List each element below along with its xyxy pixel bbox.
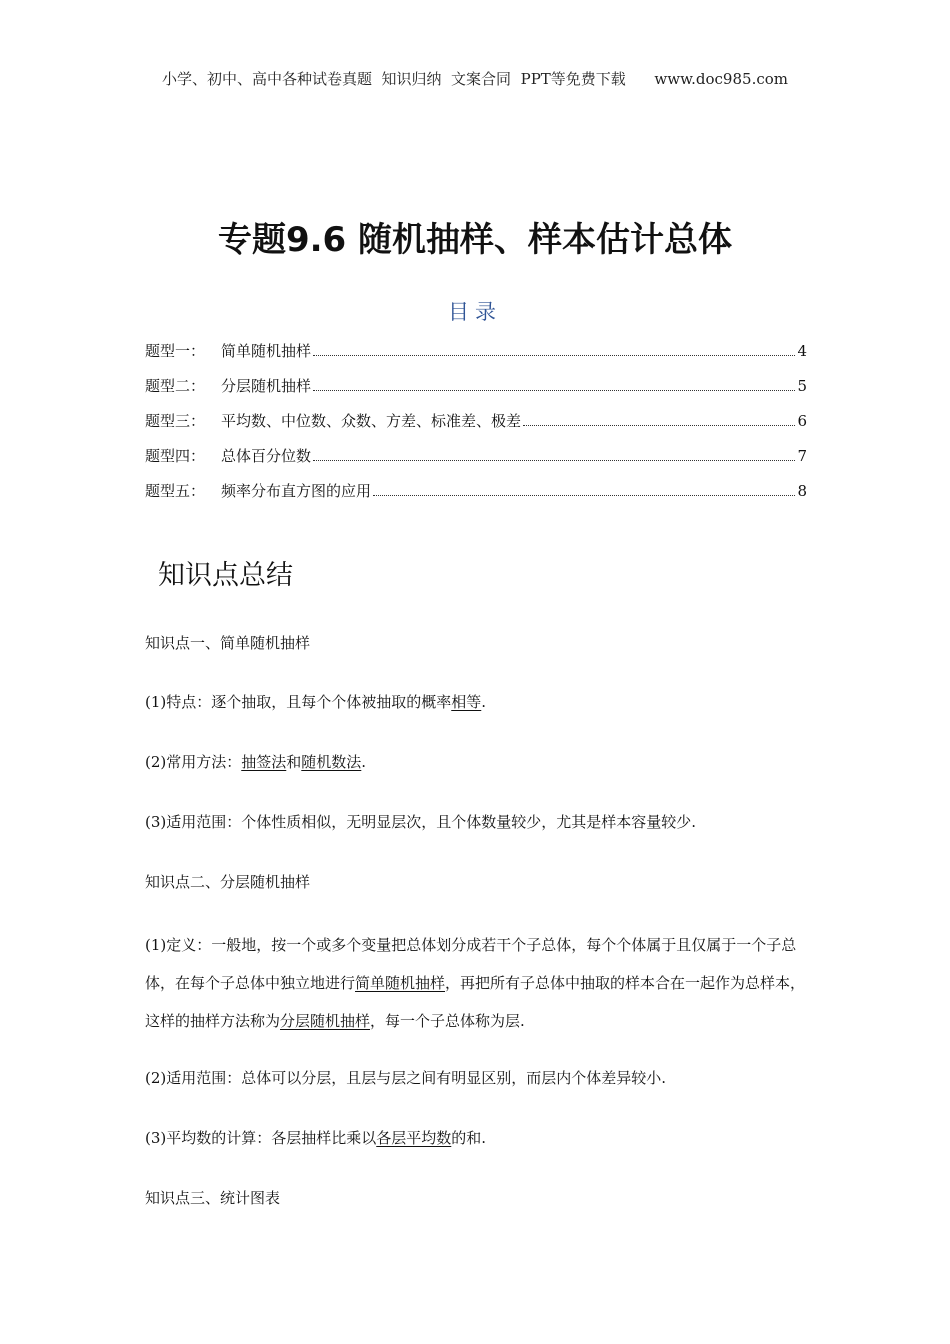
text-run: (3)平均数的计算：各层抽样比乘以 (145, 1129, 377, 1147)
kp2-mean-paragraph (145, 1122, 809, 1155)
kp1-heading: 知识点一、简单随机抽样 (145, 634, 311, 652)
toc-heading: 目录 (448, 300, 502, 324)
text-run: . (481, 693, 487, 711)
kp2-heading: 知识点二、分层随机抽样 (145, 873, 311, 891)
text-run: . (361, 753, 367, 771)
toc-entry-page: 5 (797, 377, 807, 395)
underlined-term: 相等 (451, 693, 482, 711)
toc-entry-label: 题型四： (145, 447, 206, 465)
text-run: ，每一个子总体称为层. (370, 1012, 525, 1030)
text-run: (2)常用方法： (145, 753, 242, 771)
toc-entry[interactable] (145, 445, 807, 480)
toc-leader-dots (373, 494, 795, 496)
toc-leader-dots (313, 389, 795, 391)
kp1-scope-paragraph: (3)适用范围：个体性质相似，无明显层次，且个体数量较少，尤其是样本容量较少. (145, 813, 697, 831)
table-of-contents (145, 340, 807, 515)
toc-leader-dots (523, 424, 795, 426)
toc-entry-page: 8 (797, 482, 807, 500)
toc-leader-dots (313, 459, 795, 461)
toc-entry[interactable] (145, 375, 807, 410)
text-run: ，再把所有子总体中抽取的样本合在一起作为总样本，这样的抽样方法称为 (145, 974, 806, 1030)
toc-entry-name: 分层随机抽样 (221, 377, 312, 395)
kp2-definition-paragraph (145, 926, 809, 1040)
text-run: 和 (286, 753, 302, 771)
kp2-scope-paragraph: (2)适用范围：总体可以分层，且层与层之间有明显区别，而层内个体差异较小. (145, 1069, 667, 1087)
toc-entry[interactable] (145, 480, 807, 515)
toc-entry-page: 7 (797, 447, 807, 465)
toc-entry-name: 频率分布直方图的应用 (221, 482, 372, 500)
underlined-term: 简单随机抽样 (355, 974, 446, 992)
underlined-term: 各层平均数 (376, 1129, 452, 1147)
toc-entry-label: 题型二： (145, 377, 206, 395)
text-run: (1)特点：逐个抽取，且每个个体被抽取的概率 (145, 693, 452, 711)
summary-heading: 知识点总结 (158, 560, 293, 591)
toc-entry-label: 题型五： (145, 482, 206, 500)
toc-entry-name: 总体百分位数 (221, 447, 312, 465)
underlined-term: 分层随机抽样 (280, 1012, 371, 1030)
toc-entry-page: 6 (797, 412, 807, 430)
toc-entry-name: 简单随机抽样 (221, 342, 312, 360)
toc-leader-dots (313, 354, 795, 356)
kp1-methods-paragraph (145, 746, 809, 779)
toc-entry-name: 平均数、中位数、众数、方差、标准差、极差 (221, 412, 522, 430)
toc-entry-label: 题型三： (145, 412, 206, 430)
kp1-feature-paragraph (145, 686, 809, 719)
text-run: 的和. (451, 1129, 487, 1147)
toc-entry[interactable] (145, 410, 807, 445)
toc-entry-label: 题型一： (145, 342, 206, 360)
text-run: (1)定义：一般地，按一个或多个变量把总体划分成若干个子总体，每个个体属于且仅属于一个子总体，在每个子总体中独立地进行 (145, 936, 797, 992)
underlined-term: 抽签法 (241, 753, 287, 771)
underlined-term: 随机数法 (301, 753, 362, 771)
kp3-heading: 知识点三、统计图表 (145, 1189, 281, 1207)
page-header: 小学、初中、高中各种试卷真题 知识归纳 文案合同 PPT等免费下载 www.doc985.com (161, 70, 788, 88)
toc-entry-page: 4 (797, 342, 807, 360)
toc-entry[interactable] (145, 340, 807, 375)
document-title: 专题9.6 随机抽样、样本估计总体 (217, 220, 733, 260)
